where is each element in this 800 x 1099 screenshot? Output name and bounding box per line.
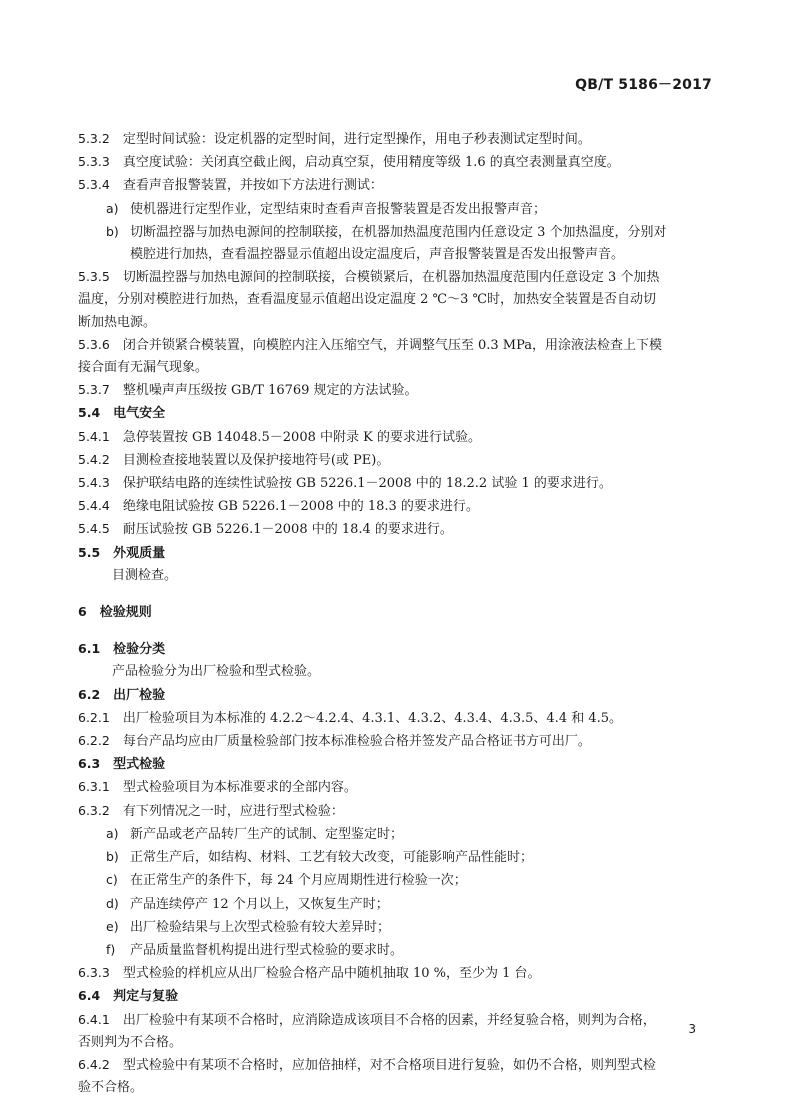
- clause-continuation: 断加热电源。: [78, 314, 157, 330]
- list-item-text: 在正常生产的条件下，每 24 个月应周期性进行检验一次；: [130, 873, 467, 889]
- heading-text: 判定与复验: [113, 989, 179, 1005]
- clause: [78, 730, 722, 753]
- clause-continuation: 否则判为不合格。: [78, 1034, 183, 1050]
- heading-text: 检验分类: [113, 642, 166, 658]
- clause: [78, 1054, 722, 1077]
- clause-number: 6.4: [78, 988, 101, 1004]
- clause: [78, 174, 722, 197]
- clause-continuation: 接合面有无漏气现象。: [78, 360, 209, 376]
- heading-text: 外观质量: [113, 545, 166, 561]
- clause: [78, 426, 722, 449]
- page-number: 3: [688, 1022, 696, 1036]
- list-item-label: b): [106, 223, 119, 239]
- clause-number: 5.4.2: [78, 451, 110, 467]
- clause-number: 6.3: [78, 756, 101, 772]
- section-heading: [78, 542, 722, 565]
- clause: [78, 518, 722, 541]
- list-item-continuation: 模腔进行加热，查看温控器显示值超出设定温度后，声音报警装置是否发出报警声音。: [130, 247, 625, 263]
- clause-continuation: 温度，分别对模腔进行加热，查看温度显示值超出设定温度 2 ℃～3 ℃时，加热安全装置是否自动切: [78, 292, 657, 308]
- list-item: [78, 893, 722, 916]
- document-body: [78, 128, 722, 1099]
- list-item: [78, 869, 722, 892]
- list-item: [78, 198, 722, 221]
- clause-text: 保护联结电路的连续性试验按 GB 5226.1－2008 中的 18.2.2 试验 1 的要求进行。: [122, 476, 612, 492]
- clause-number: 5.3.5: [78, 269, 110, 285]
- clause-number: 5.4.5: [78, 521, 110, 537]
- clause: [78, 379, 722, 402]
- section-heading: [78, 402, 722, 425]
- list-item: [78, 846, 722, 869]
- clause-number: 5.4.3: [78, 475, 110, 491]
- list-item-label: e): [106, 918, 119, 934]
- clause-number: 5.3.7: [78, 382, 110, 398]
- clause-text: 真空度试验：关闭真空截止阀，启动真空泵，使用精度等级 1.6 的真空表测量真空度。: [122, 155, 620, 171]
- heading-text: 型式检验: [113, 757, 166, 773]
- list-item-text: 正常生产后，如结构、材料、工艺有较大改变，可能影响产品性能时；: [130, 850, 534, 866]
- clause-number: 6.3.1: [78, 779, 110, 795]
- clause-number: 6.4.1: [78, 1011, 110, 1027]
- list-item: [78, 221, 722, 244]
- list-item-label: b): [106, 849, 119, 865]
- clause-number: 6: [78, 604, 87, 620]
- clause-text: 型式检验项目为本标准要求的全部内容。: [122, 780, 357, 796]
- clause-text: 目测检查接地装置以及保护接地符号(或 PE)。: [122, 452, 390, 468]
- section-heading: [78, 684, 722, 707]
- clause: [78, 128, 722, 151]
- list-item-text: 出厂检验结果与上次型式检验有较大差异时；: [130, 919, 391, 935]
- list-item-label: a): [106, 200, 119, 216]
- list-item-text: 切断温控器与加热电源间的控制联接，在机器加热温度范围内任意设定 3 个加热温度，分别对: [130, 224, 667, 240]
- clause-number: 6.2.1: [78, 709, 110, 725]
- clause: [78, 707, 722, 730]
- clause: [78, 962, 722, 985]
- heading-text: 出厂检验: [113, 687, 166, 703]
- list-item-text: 产品质量监督机构提出进行型式检验的要求时。: [130, 942, 404, 958]
- clause-number: 5.3.3: [78, 154, 110, 170]
- standard-number: QB/T 5186－2017: [575, 77, 712, 93]
- clause-text: 型式检验中有某项不合格时，应加倍抽样，对不合格项目进行复验，如仍不合格，则判型式检: [122, 1057, 656, 1073]
- clause-text: 整机噪声声压级按 GB/T 16769 规定的方法试验。: [122, 383, 418, 399]
- clause-number: 5.4.4: [78, 498, 110, 514]
- clause: [78, 449, 722, 472]
- clause-text: 型式检验的样机应从出厂检验合格产品中随机抽取 10 %，至少为 1 台。: [122, 966, 541, 982]
- paragraph: 目测检查。: [112, 567, 178, 583]
- clause-text: 定型时间试验：设定机器的定型时间，进行定型操作，用电子秒表测试定型时间。: [122, 132, 591, 147]
- section-heading: [78, 753, 722, 776]
- clause-number: 6.2.2: [78, 733, 110, 749]
- clause: [78, 776, 722, 799]
- clause-number: 6.1: [78, 641, 101, 657]
- clause: [78, 495, 722, 518]
- clause-number: 5.3.6: [78, 336, 110, 352]
- clause-text: 耐压试验按 GB 5226.1－2008 中的 18.4 的要求进行。: [122, 522, 453, 538]
- clause-text: 绝缘电阻试验按 GB 5226.1－2008 中的 18.3 的要求进行。: [122, 499, 479, 515]
- spacer: [78, 624, 722, 638]
- clause-number: 5.5: [78, 544, 101, 560]
- clause-text: 切断温控器与加热电源间的控制联接，合模锁紧后，在机器加热温度范围内任意设定 3 个加热: [122, 270, 660, 286]
- list-item-label: a): [106, 825, 119, 841]
- list-item-label: f): [106, 941, 116, 957]
- section-heading: [78, 601, 722, 624]
- clause-number: 6.3.2: [78, 802, 110, 818]
- clause-text: 出厂检验中有某项不合格时，应消除造成该项目不合格的因素，并经复验合格，则判为合格，: [122, 1012, 656, 1028]
- clause: [78, 151, 722, 174]
- clause-text: 每台产品均应由厂质量检验部门按本标准检验合格并签发产品合格证书方可出厂。: [122, 734, 591, 750]
- list-item-label: c): [106, 872, 118, 888]
- clause-continuation: 验不合格。: [78, 1080, 144, 1096]
- section-heading: [78, 985, 722, 1008]
- clause: [78, 1009, 722, 1032]
- clause: [78, 800, 722, 823]
- section-heading: [78, 638, 722, 661]
- clause-text: 有下列情况之一时，应进行型式检验：: [122, 803, 344, 819]
- list-item: [78, 823, 722, 846]
- clause: [78, 334, 722, 357]
- heading-text: 检验规则: [99, 605, 152, 621]
- clause-number: 5.3.4: [78, 177, 110, 193]
- list-item: [78, 939, 722, 962]
- clause-text: 闭合并锁紧合模装置，向模腔内注入压缩空气，并调整气压至 0.3 MPa，用涂液法检查上下模: [122, 337, 662, 353]
- clause-number: 6.4.2: [78, 1056, 110, 1072]
- paragraph: 产品检验分为出厂检验和型式检验。: [112, 664, 321, 680]
- clause-number: 6.2: [78, 686, 101, 702]
- clause-number: 5.4: [78, 405, 101, 421]
- clause: [78, 472, 722, 495]
- clause-text: 出厂检验项目为本标准的 4.2.2～4.2.4、4.3.1、4.3.2、4.3.4、4.3.5、4.4 和 4.5。: [122, 710, 623, 726]
- list-item: [78, 916, 722, 939]
- clause: [78, 266, 722, 289]
- clause-text: 急停装置按 GB 14048.5－2008 中附录 K 的要求进行试验。: [122, 429, 481, 445]
- list-item-text: 产品连续停产 12 个月以上，又恢复生产时；: [130, 896, 389, 912]
- spacer: [78, 587, 722, 601]
- heading-text: 电气安全: [113, 406, 166, 422]
- clause-number: 5.4.1: [78, 428, 110, 444]
- clause-text: 查看声音报警装置，并按如下方法进行测试：: [122, 178, 383, 194]
- list-item-label: d): [106, 895, 119, 911]
- list-item-text: 新产品或老产品转厂生产的试制、定型鉴定时；: [130, 826, 404, 842]
- list-item-text: 使机器进行定型作业，定型结束时查看声音报警装置是否发出报警声音；: [130, 201, 547, 217]
- clause-number: 6.3.3: [78, 965, 110, 981]
- clause-number: 5.3.2: [78, 131, 110, 146]
